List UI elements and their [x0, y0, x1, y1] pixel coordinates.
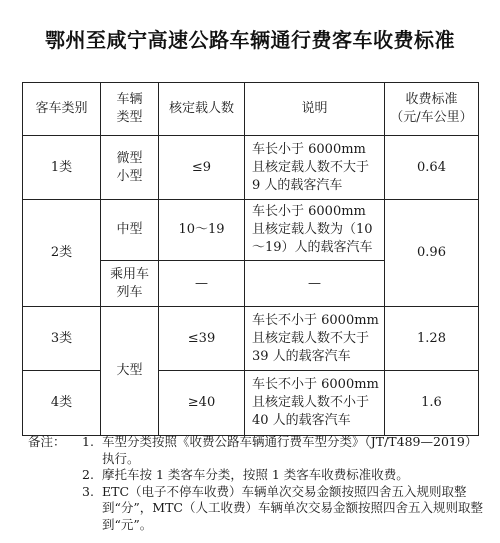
cell-rate: 0.96 — [385, 200, 479, 307]
cell-rate: 1.28 — [385, 307, 479, 371]
cell-class: 2类 — [23, 200, 101, 307]
note-text: 车型分类按照《收费公路车辆通行费车型分类》（JT/T489—2019）执行。 — [102, 434, 478, 466]
header-description: 说明 — [245, 83, 385, 136]
cell-vehicle-type: 大型 — [101, 307, 159, 436]
note-number: 3. — [82, 483, 94, 499]
table-row — [23, 371, 479, 436]
cell-seats: ≤9 — [159, 136, 245, 200]
note-text: ETC（电子不停车收费）车辆单次交易金额按照四舍五入规则取整到“分”，MTC（人工收费）车辆单次交易金额按照四舍五入规则取整到“元”。 — [102, 483, 483, 532]
note-text: 摩托车按 1 类客车分类，按照 1 类客车收费标准收费。 — [102, 467, 409, 482]
cell-description: 车长不小于 6000mm 且核定载人数不大于 39 人的载客汽车 — [245, 307, 385, 371]
header-class: 客车类别 — [23, 83, 101, 136]
table-row — [23, 307, 479, 371]
cell-rate: 0.64 — [385, 136, 479, 200]
cell-class: 4类 — [23, 371, 101, 436]
cell-description: — — [245, 261, 385, 307]
cell-vehicle-type: 中型 — [101, 200, 159, 261]
note-item — [28, 484, 488, 534]
cell-description: 车长小于 6000mm 且核定载人数不大于 9 人的载客汽车 — [245, 136, 385, 200]
cell-class: 3类 — [23, 307, 101, 371]
document-title: 鄂州至咸宁高速公路车辆通行费客车收费标准 — [45, 28, 455, 52]
header-vehicle-type: 车辆 类型 — [101, 83, 159, 136]
toll-rate-table — [22, 82, 479, 436]
notes-label: 备注： — [28, 434, 66, 449]
cell-class: 1类 — [23, 136, 101, 200]
cell-seats: 10～19 — [159, 200, 245, 261]
note-number: 2. — [82, 467, 94, 482]
cell-vehicle-type: 微型 小型 — [101, 136, 159, 200]
note-item — [28, 467, 488, 484]
note-item — [28, 434, 488, 467]
cell-seats: — — [159, 261, 245, 307]
cell-seats: ≥40 — [159, 371, 245, 436]
cell-rate: 1.6 — [385, 371, 479, 436]
header-rate: 收费标准 （元/车公里） — [385, 83, 479, 136]
cell-vehicle-type: 乘用车列车 — [101, 261, 159, 307]
table-header-row — [23, 83, 479, 136]
cell-description: 车长小于 6000mm 且核定载人数为（10～19）人的载客汽车 — [245, 200, 385, 261]
notes-section — [28, 434, 488, 533]
cell-description: 车长不小于 6000mm 且核定载人数不小于 40 人的载客汽车 — [245, 371, 385, 436]
table-row — [23, 136, 479, 200]
table-row — [23, 200, 479, 261]
note-number: 1. — [82, 434, 94, 449]
header-seats: 核定载人数 — [159, 83, 245, 136]
cell-seats: ≤39 — [159, 307, 245, 371]
